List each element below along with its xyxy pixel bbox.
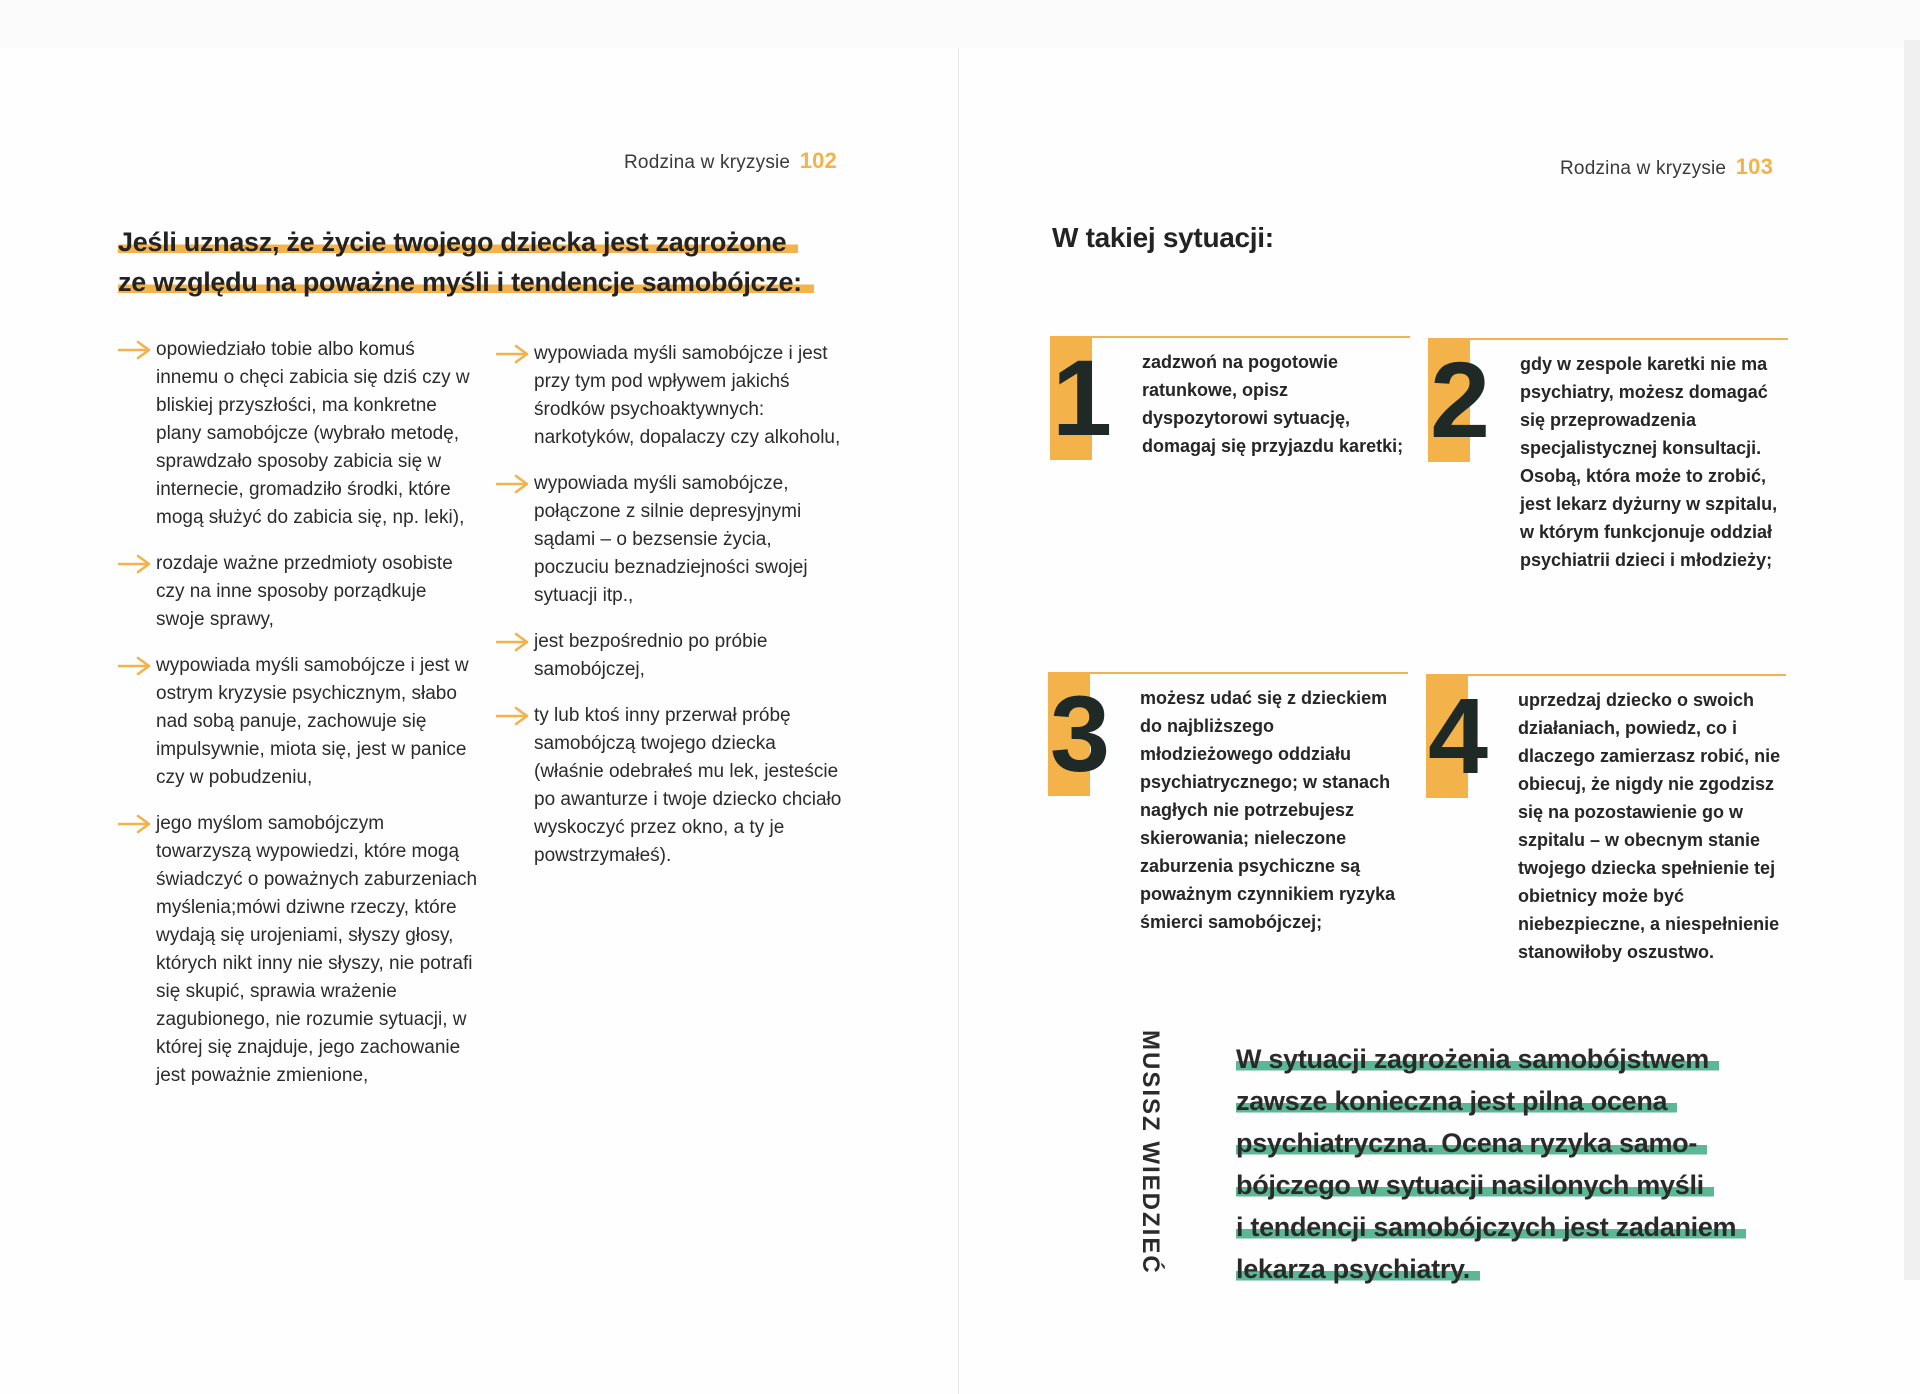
arrow-right-icon bbox=[118, 337, 152, 363]
running-head-left bbox=[624, 148, 837, 174]
step-rule bbox=[1088, 672, 1408, 674]
list-item bbox=[118, 550, 478, 634]
callout-box bbox=[1236, 1038, 1796, 1290]
page-edge bbox=[1904, 40, 1920, 1280]
running-head-right bbox=[1560, 154, 1773, 180]
section-title: W takiej sytuacji: bbox=[1052, 222, 1274, 253]
list-item-text: jego myślom samobójczym towarzyszą wypowiedzi, które mogą świadczyć o poważnych zaburzeniach myślenia;mówi dziwne rzeczy, które wydają się urojeniami, słyszy głosy, których nikt inny nie słyszy, nie potrafi się skupić, sprawia wrażenie zagubionego, nie rozumie sytuacji, w której się znajduje, jego zachowanie jest poważnie zmienione, bbox=[156, 813, 478, 1086]
bullet-list-a bbox=[118, 336, 478, 1108]
arrow-right-icon bbox=[496, 341, 530, 367]
list-item bbox=[118, 336, 478, 532]
arrow-right-icon bbox=[496, 471, 530, 497]
arrow-right-icon bbox=[496, 629, 530, 655]
title-line: ze względu na poważne myśli i tendencje samobójcze: bbox=[118, 262, 814, 302]
list-item bbox=[118, 652, 478, 792]
running-head-title: Rodzina w kryzysie bbox=[624, 152, 791, 173]
list-item bbox=[118, 810, 478, 1090]
callout-line: psychiatryczna. Ocena ryzyka samo- bbox=[1236, 1122, 1707, 1164]
page-title bbox=[118, 222, 858, 302]
step-text: gdy w zespole karetki nie ma psychiatry, możesz domagać się przeprowadzenia specjalistycznej konsultacji. Osobą, która może to zrobić, jest lekarz dyżurny w szpitalu, w którym funkcjonuje oddział psychiatrii dzieci i młodzieży; bbox=[1520, 354, 1778, 570]
vertical-label-text: MUSISZ WIEDZIEĆ bbox=[1137, 1030, 1164, 1275]
step-text: uprzedzaj dziecko o swoich działaniach, powiedz, co i dlaczego zamierzasz robić, nie obiecuj, że nigdy nie zgodzisz się na pozostawienie go w szpitalu – w obecnym stanie twojego dziecka spełnienie tej obietnicy może być niebezpieczne, a niespełnienie stanowiłoby oszustwo. bbox=[1518, 690, 1781, 962]
step-number: 1 bbox=[1052, 337, 1109, 458]
callout-line: W sytuacji zagrożenia samobójstwem bbox=[1236, 1038, 1719, 1080]
list-item-text: jest bezpośrednio po próbie samobójczej, bbox=[534, 631, 768, 680]
arrow-right-icon bbox=[118, 811, 152, 837]
step-rule bbox=[1090, 336, 1410, 338]
page-number: 102 bbox=[799, 148, 838, 173]
step-rule bbox=[1468, 338, 1788, 340]
step-number: 2 bbox=[1430, 339, 1487, 460]
step-number: 4 bbox=[1428, 675, 1485, 796]
page-number: 103 bbox=[1735, 154, 1774, 179]
step-number: 3 bbox=[1050, 673, 1107, 794]
list-item bbox=[496, 340, 846, 452]
callout-line: i tendencji samobójczych jest zadaniem bbox=[1236, 1206, 1746, 1248]
bullet-list-b bbox=[496, 340, 846, 888]
callout-line: lekarza psychiatry. bbox=[1236, 1248, 1480, 1290]
list-item bbox=[496, 702, 846, 870]
list-item bbox=[496, 628, 846, 684]
list-item bbox=[496, 470, 846, 610]
list-item-text: ty lub ktoś inny przerwał próbę samobójczą twojego dziecka (właśnie odebrałeś mu lek, jesteście po awanturze i twoje dziecko chciało wyskoczyć przez okno, a ty je powstrzymałeś). bbox=[534, 705, 842, 866]
vertical-label bbox=[1128, 1030, 1168, 1290]
step-text: zadzwoń na pogotowie ratunkowe, opisz dyspozytorowi sytuację, domagaj się przyjazdu karetki; bbox=[1142, 352, 1404, 456]
running-head-title: Rodzina w kryzysie bbox=[1560, 158, 1727, 179]
callout-line: zawsze konieczna jest pilna ocena bbox=[1236, 1080, 1677, 1122]
step-text: możesz udać się z dzieckiem do najbliższego młodzieżowego oddziału psychiatrycznego; w stanach nagłych nie potrzebujesz skierowania; nieleczone zaburzenia psychiczne są poważnym czynnikiem ryzyka śmierci samobójczej; bbox=[1140, 688, 1396, 932]
step-rule bbox=[1466, 674, 1786, 676]
title-line: Jeśli uznasz, że życie twojego dziecka jest zagrożone bbox=[118, 222, 798, 262]
list-item-text: wypowiada myśli samobójcze i jest przy tym pod wpływem jakichś środków psychoaktywnych: narkotyków, dopalaczy czy alkoholu, bbox=[534, 343, 841, 448]
arrow-right-icon bbox=[118, 653, 152, 679]
arrow-right-icon bbox=[496, 703, 530, 729]
list-item-text: opowiedziało tobie albo komuś innemu o chęci zabicia się dziś czy w bliskiej przyszłości, ma konkretne plany samobójcze (wybrało metodę, sprawdzało sposoby zabicia się w internecie, gromadziło środki, które mogą służyć do zabicia się, np. leki), bbox=[156, 339, 470, 528]
list-item-text: wypowiada myśli samobójcze i jest w ostrym kryzysie psychicznym, słabo nad sobą panuje, zachowuje się impulsywnie, miota się, jest w panice czy w pobudzeniu, bbox=[156, 655, 469, 788]
list-item-text: rozdaje ważne przedmioty osobiste czy na inne sposoby porządkuje swoje sprawy, bbox=[156, 553, 453, 630]
list-item-text: wypowiada myśli samobójcze, połączone z silnie depresyjnymi sądami – o bezsensie życia, poczuciu beznadziejności swojej sytuacji itp., bbox=[534, 473, 808, 606]
callout-line: bójczego w sytuacji nasilonych myśli bbox=[1236, 1164, 1714, 1206]
arrow-right-icon bbox=[118, 551, 152, 577]
